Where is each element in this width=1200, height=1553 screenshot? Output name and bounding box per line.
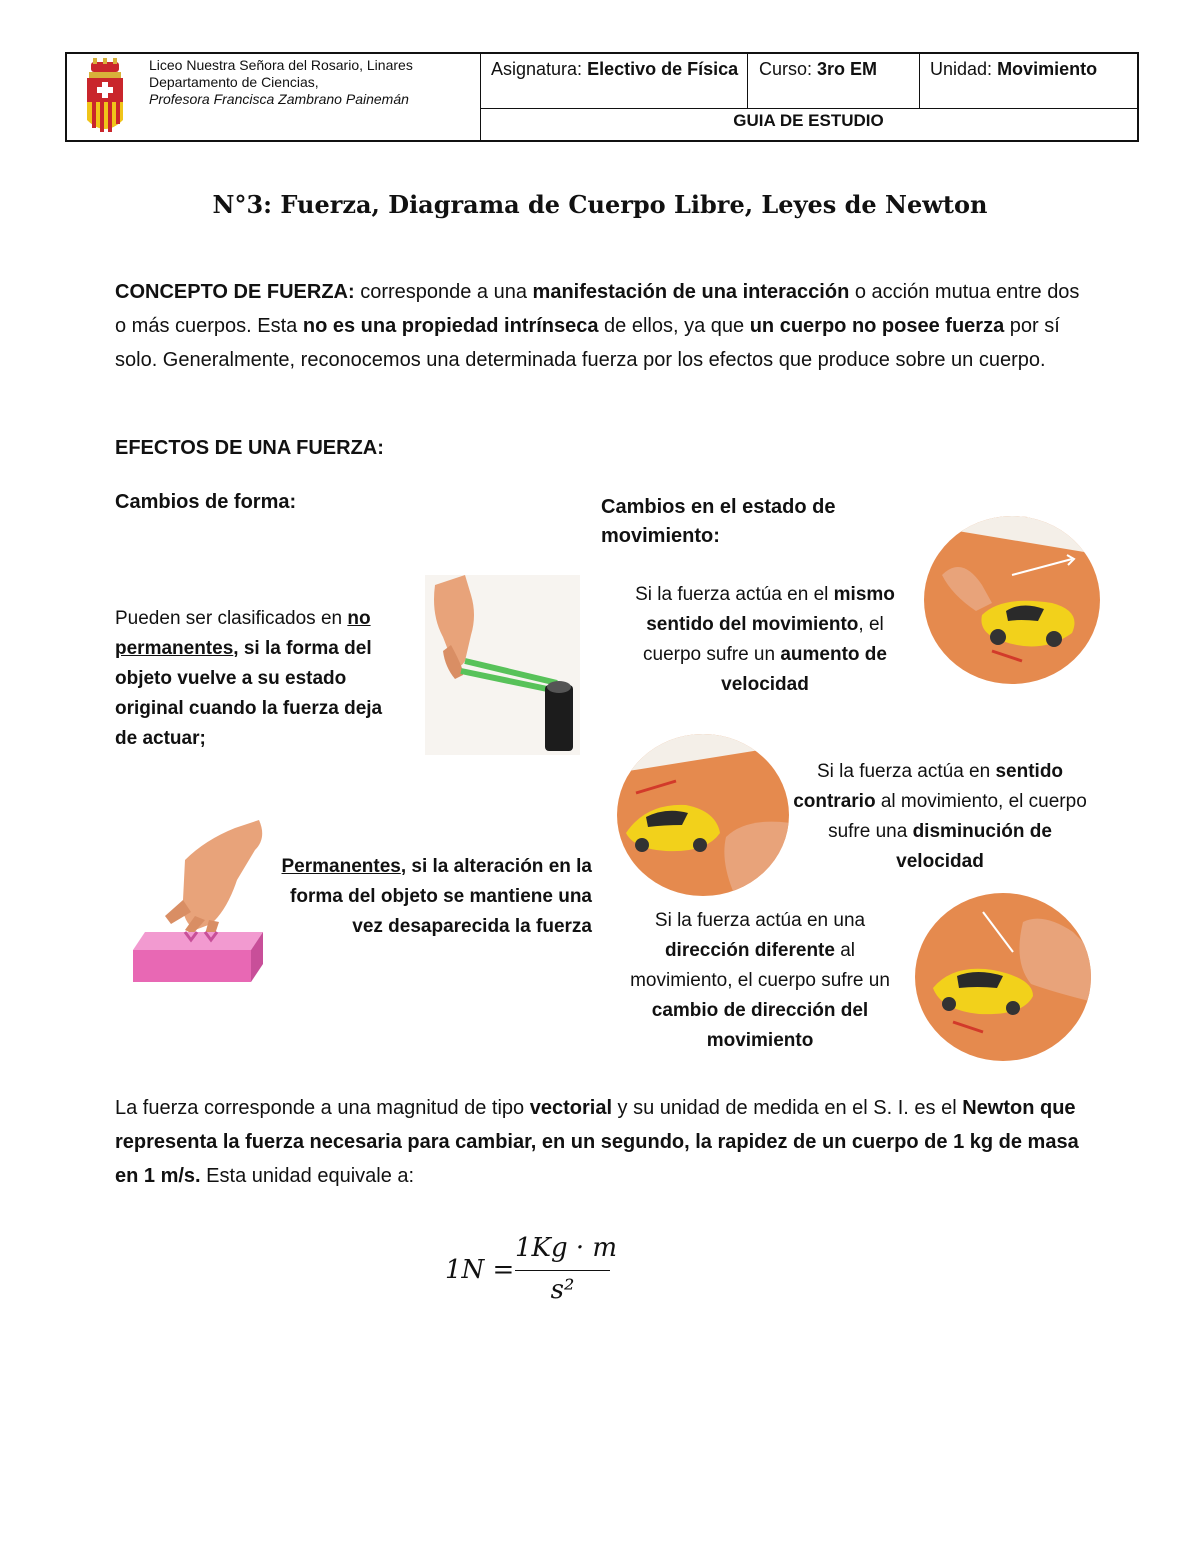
formula-lhs: 1N = bbox=[445, 1255, 515, 1285]
underlined-term: no permanentes bbox=[115, 608, 371, 659]
school-info bbox=[149, 57, 413, 108]
text-span: Si la fuerza actúa en bbox=[816, 761, 996, 782]
bold-span: no es una propiedad intrínseca bbox=[302, 315, 599, 337]
permanent-text bbox=[280, 852, 592, 942]
teacher-name: Profesora Francisca Zambrano Painemán bbox=[149, 91, 409, 107]
bold-span: disminución de velocidad bbox=[896, 821, 1052, 872]
motion-changes-heading bbox=[601, 493, 861, 551]
text-span: La fuerza corresponde a una magnitud de tipo bbox=[115, 1097, 530, 1119]
course-value: 3ro EM bbox=[817, 59, 878, 79]
fraction-bar bbox=[515, 1270, 610, 1271]
formula-denominator: s² bbox=[550, 1275, 575, 1305]
text-span: Esta unidad equivale a: bbox=[200, 1165, 415, 1187]
concept-label: CONCEPTO DE FUERZA: bbox=[115, 281, 355, 303]
subject-label: Asignatura: bbox=[491, 59, 583, 79]
motion-changes-heading-text: Cambios en el estado de movimiento: bbox=[601, 496, 836, 547]
car-turn-illustration bbox=[913, 892, 1093, 1062]
unit-value: Movimiento bbox=[997, 59, 1098, 79]
text-span: al movimiento, el cuerpo sufre un bbox=[630, 940, 890, 991]
bold-span: Newton que representa la fuerza necesaria para cambiar, en un segundo, la rapidez de un cuerpo de 1 kg de masa en 1 m/s. bbox=[115, 1097, 1079, 1187]
formula-numerator: 1Kg · m bbox=[515, 1233, 618, 1263]
table-divider bbox=[919, 54, 920, 108]
subject-cell bbox=[491, 57, 741, 81]
bold-span: aumento de velocidad bbox=[721, 644, 887, 695]
course-cell bbox=[759, 57, 877, 81]
concept-paragraph bbox=[115, 275, 1090, 377]
table-divider bbox=[747, 54, 748, 108]
subject-value: Electivo de Física bbox=[587, 59, 739, 79]
bold-span: , si la alteración en la forma del objeto se mantiene una vez desaparecida la fuerza bbox=[290, 856, 592, 937]
nonpermanent-text bbox=[115, 604, 405, 754]
text-span: de ellos, ya que bbox=[598, 315, 750, 337]
text-span: corresponde a una bbox=[354, 281, 533, 303]
shape-changes-heading-text: Cambios de forma: bbox=[115, 491, 297, 513]
bold-span: mismo sentido del movimiento bbox=[646, 584, 895, 635]
bold-span: manifestación de una interacción bbox=[532, 281, 850, 303]
same-direction-text bbox=[620, 580, 910, 700]
school-crest-icon bbox=[83, 58, 127, 138]
text-span: por sí solo. Generalmente, reconocemos una determinada fuerza por los efectos que produce sobre un cuerpo. bbox=[115, 315, 1060, 371]
text-span: Si la fuerza actúa en una bbox=[654, 910, 866, 931]
underlined-term: Permanentes bbox=[281, 856, 401, 877]
effects-heading-text: EFECTOS DE UNA FUERZA: bbox=[115, 437, 384, 459]
car-accelerate-illustration bbox=[922, 515, 1102, 685]
unit-label: Unidad: bbox=[930, 59, 993, 79]
guide-title: GUIA DE ESTUDIO bbox=[733, 111, 884, 130]
unit-cell bbox=[930, 57, 1097, 81]
rubber-band-illustration bbox=[425, 575, 580, 755]
text-span: o acción mutua entre dos o más cuerpos. Esta bbox=[115, 281, 1080, 337]
bold-span: vectorial bbox=[529, 1097, 612, 1119]
bold-span: dirección diferente bbox=[664, 940, 835, 961]
bold-span: cambio de dirección del movimiento bbox=[651, 1000, 869, 1051]
bold-span: un cuerpo no posee fuerza bbox=[749, 315, 1005, 337]
text-span: Si la fuerza actúa en el bbox=[635, 584, 834, 605]
department-name: Departamento de Ciencias, bbox=[149, 74, 319, 90]
eraser-illustration bbox=[125, 820, 275, 1000]
text-span: Pueden ser clasificados en bbox=[115, 608, 348, 629]
bold-span: sentido contrario bbox=[793, 761, 1064, 812]
bold-span: , si la forma del objeto vuelve a su estado original cuando la fuerza deja de actuar; bbox=[115, 638, 383, 749]
effects-heading bbox=[115, 431, 384, 465]
course-label: Curso: bbox=[759, 59, 813, 79]
text-span: , el cuerpo sufre un bbox=[643, 614, 884, 665]
school-name: Liceo Nuestra Señora del Rosario, Linares bbox=[149, 57, 413, 73]
page-title: N°3: Fuerza, Diagrama de Cuerpo Libre, Leyes de Newton bbox=[212, 190, 988, 219]
opposite-direction-text bbox=[790, 757, 1090, 877]
different-direction-text bbox=[615, 906, 905, 1056]
text-span: y su unidad de medida en el S. I. es el bbox=[612, 1097, 963, 1119]
vector-paragraph bbox=[115, 1091, 1100, 1193]
shape-changes-heading bbox=[115, 485, 296, 519]
car-decelerate-illustration bbox=[616, 733, 791, 898]
text-span: al movimiento, el cuerpo sufre una bbox=[828, 791, 1087, 842]
header-table bbox=[65, 52, 1139, 142]
